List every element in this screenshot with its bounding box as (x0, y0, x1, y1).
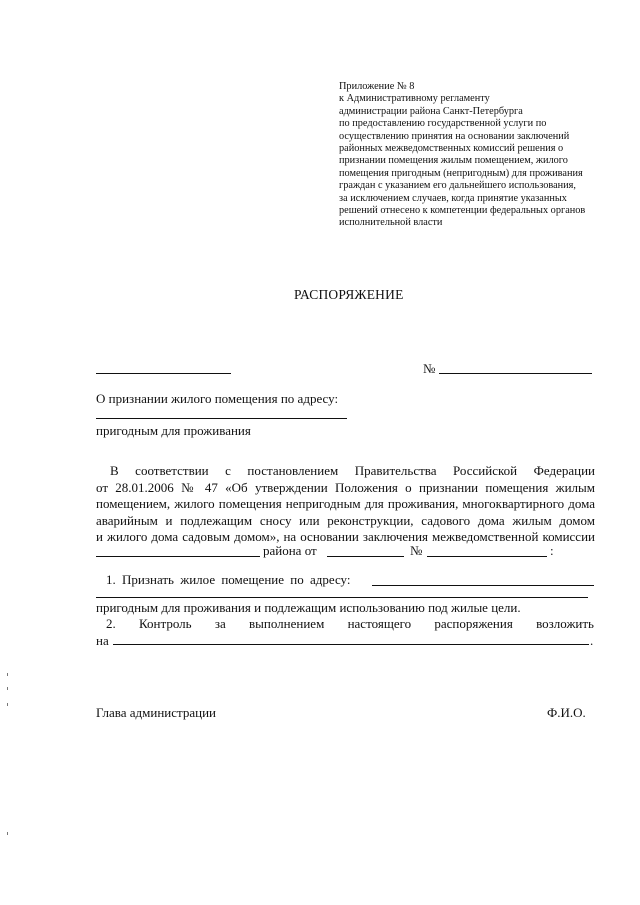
appendix-line: исполнительной власти (339, 217, 443, 229)
item-1-text: 1. Признать жилое помещение по адресу: (106, 572, 351, 587)
date-field-line[interactable] (96, 373, 231, 374)
appendix-line: признании помещения жилым помещением, жилого (339, 155, 568, 167)
preamble-number-sign: № (410, 543, 423, 558)
appendix-line: Приложение № 8 (339, 81, 415, 92)
scan-mark (7, 832, 8, 835)
appendix-line: решений отнесено к компетенции федеральных органов (339, 205, 586, 217)
item-2-period: . (590, 633, 594, 648)
conclusion-date-line[interactable] (327, 556, 404, 557)
appendix-line: администрации района Санкт-Петербурга (339, 105, 523, 117)
item-1-address-line[interactable] (372, 585, 594, 586)
conclusion-number-line[interactable] (427, 556, 547, 557)
preamble-line-1: В соответствии с постановлением Правительства Российской Федерации (110, 463, 595, 478)
appendix-line: осуществлению принятия на основании заключений (339, 130, 570, 142)
appendix-line: по предоставлению государственной услуги по (339, 118, 547, 130)
subject-line-1: О признании жилого помещения по адресу: (96, 391, 339, 406)
preamble-district-label: района от (263, 543, 317, 558)
preamble-line-5: и жилого дома садовым домом», на основании заключения межведомственной комиссии (96, 529, 595, 544)
appendix-line: к Административному регламенту (339, 93, 490, 105)
item-2-on: на (96, 633, 109, 648)
number-field-line[interactable] (439, 373, 592, 374)
appendix-line: помещения пригодным (непригодным) для проживания (339, 167, 583, 179)
appendix-line: районных межведомственных комиссий решения о (339, 143, 564, 155)
scan-mark (7, 687, 8, 690)
number-sign: № (423, 361, 436, 376)
district-field-line[interactable] (96, 556, 260, 557)
appendix-line: за исключением случаев, когда принятие указанных (339, 192, 567, 204)
appendix-line: граждан с указанием его дальнейшего использования, (339, 180, 576, 192)
subject-line-2: пригодным для проживания (96, 423, 251, 438)
signature-name: Ф.И.О. (547, 705, 586, 720)
item-1-continuation: пригодным для проживания и подлежащим использованию под жилые цели. (96, 600, 521, 615)
item-2-responsible-line[interactable] (113, 644, 589, 645)
signature-position: Глава администрации (96, 705, 217, 720)
preamble-colon: : (550, 543, 554, 558)
appendix-note (339, 81, 629, 230)
preamble-line-2: от 28.01.2006 № 47 «Об утверждении Положения о признании помещения жилым (96, 480, 595, 495)
item-1-address-continuation-line[interactable] (96, 597, 588, 598)
preamble-line-3: помещением, жилого помещения непригодным для проживания, многоквартирного дома (96, 496, 595, 511)
address-field-line[interactable] (96, 418, 347, 419)
scan-mark (7, 703, 8, 706)
preamble-line-4: аварийным и подлежащим сносу или реконструкции, садового дома жилым домом (96, 513, 595, 528)
item-2-text: 2. Контроль за выполнением настоящего распоряжения возложить (106, 616, 594, 631)
document-title: РАСПОРЯЖЕНИЕ (294, 287, 404, 302)
scan-mark (7, 673, 8, 676)
